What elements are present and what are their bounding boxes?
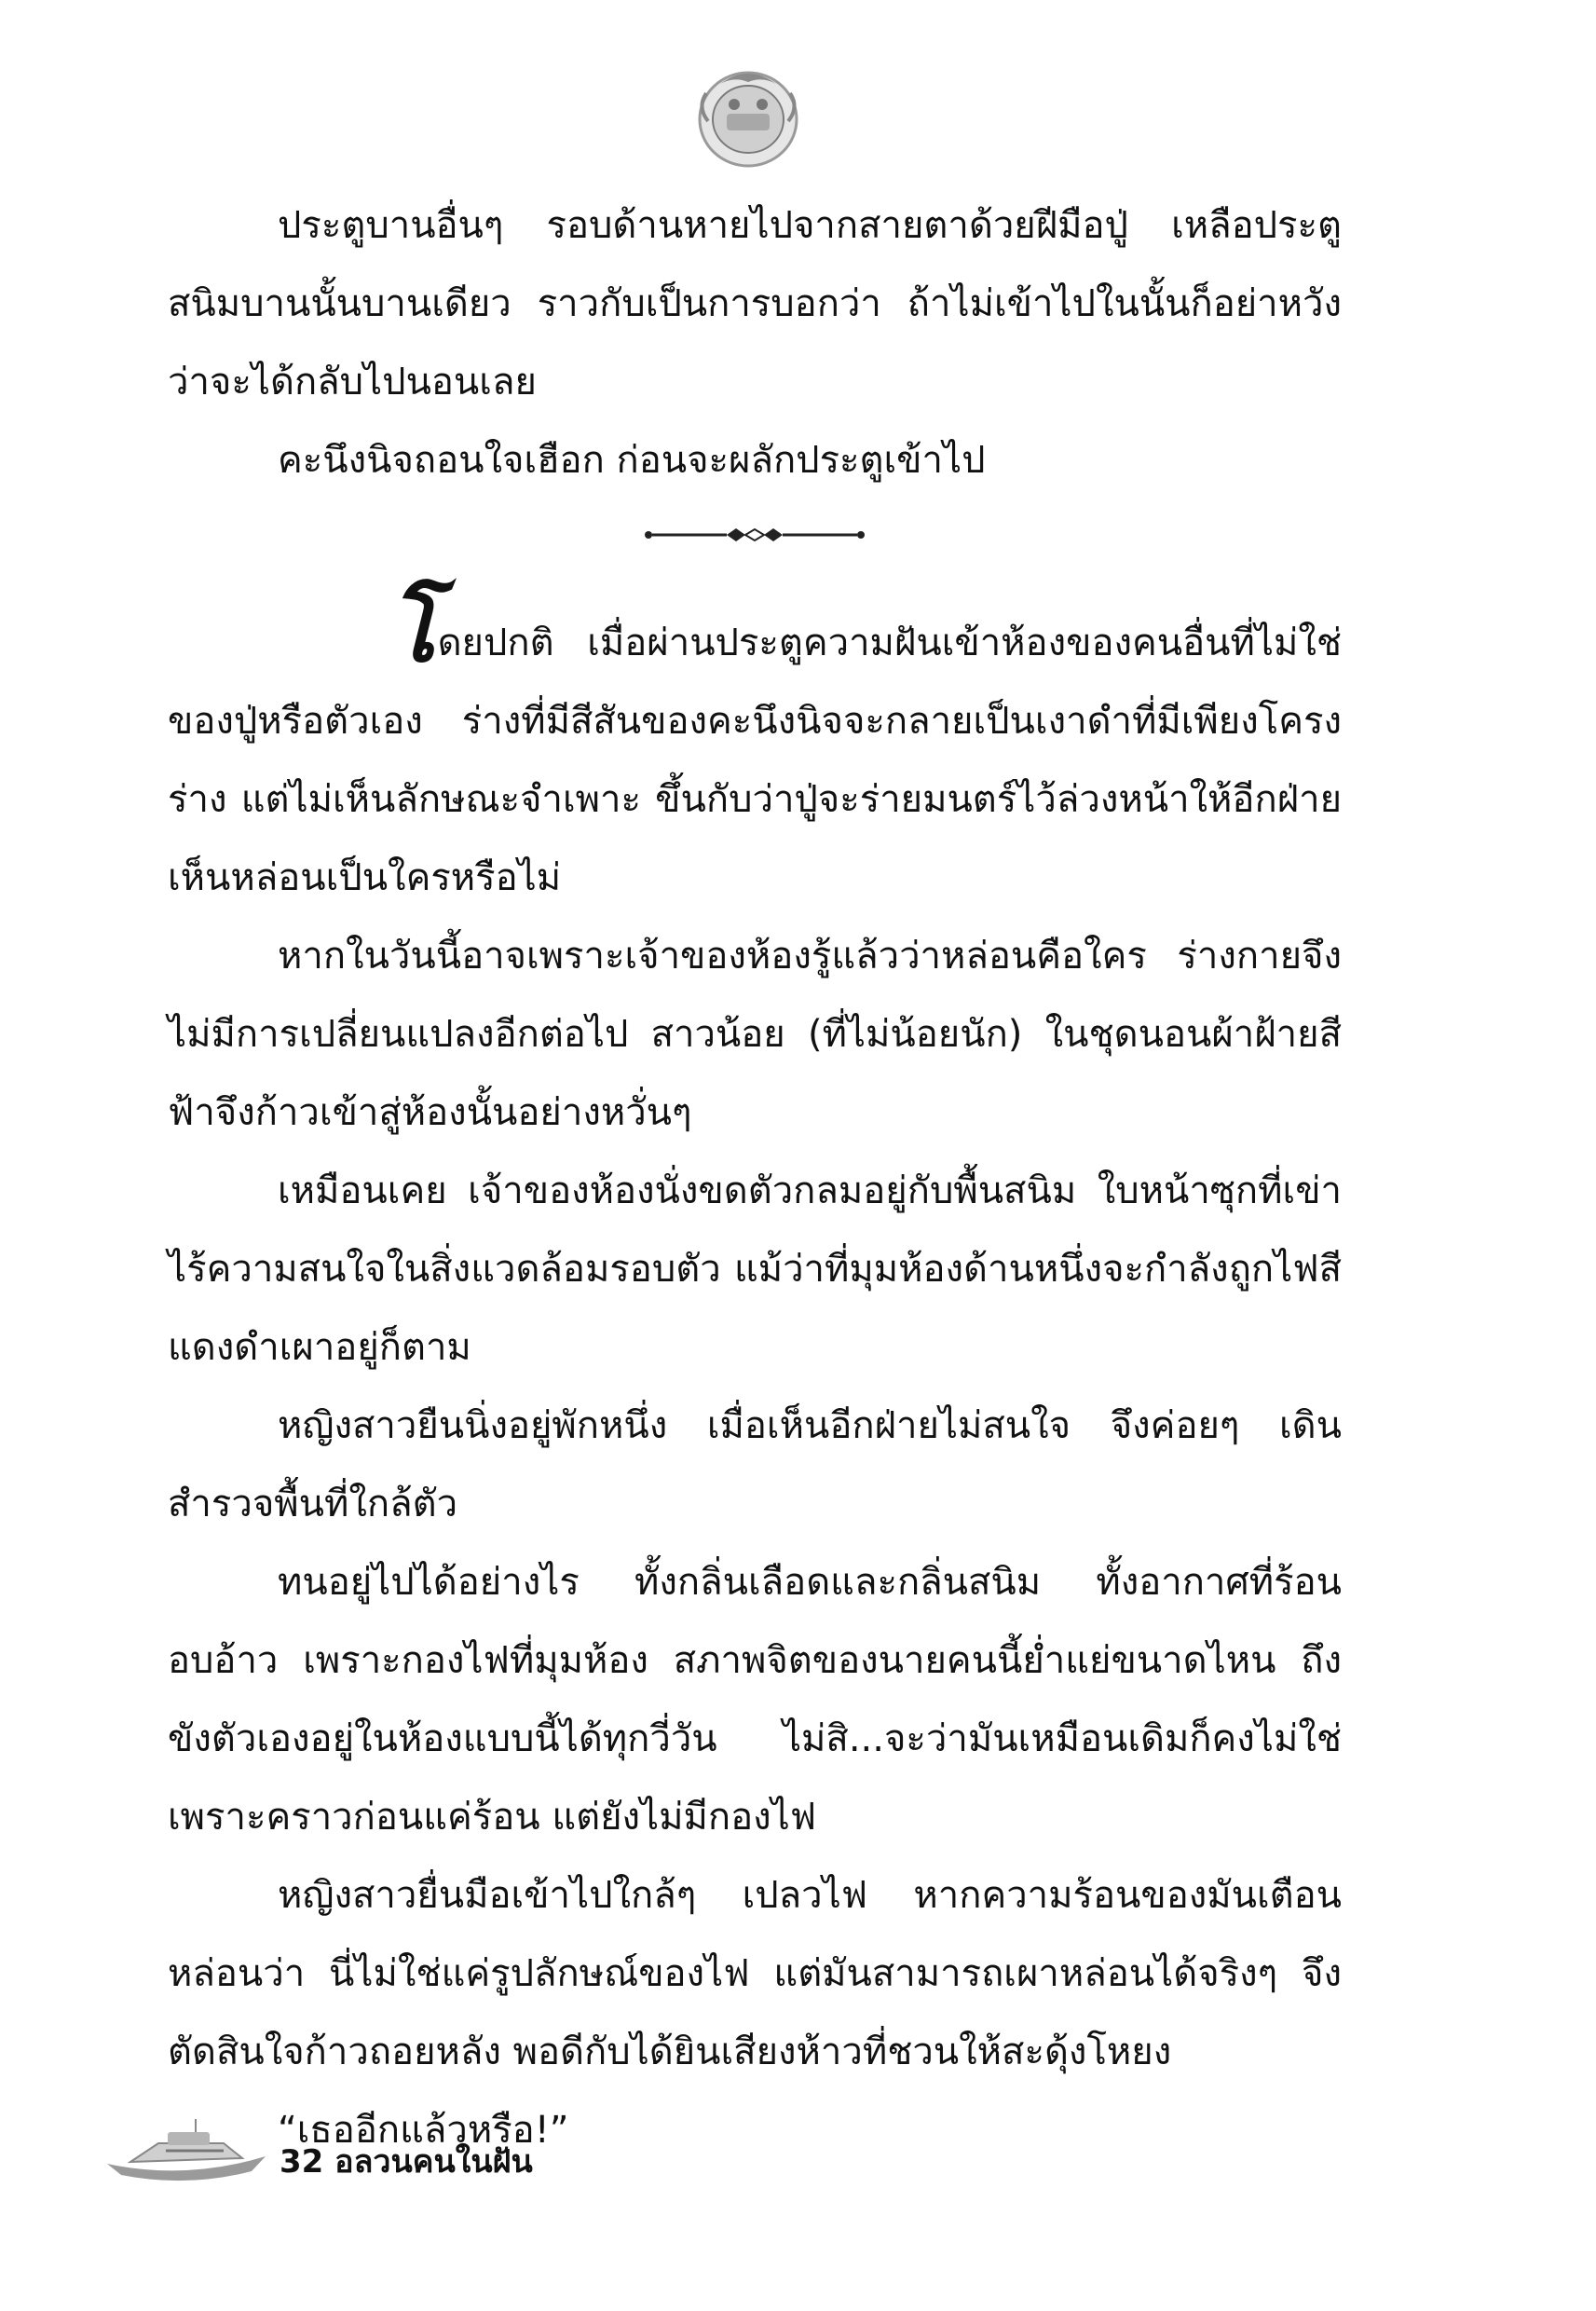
paragraph: คะนึงนิจถอนใจเฮือก ก่อนจะผลักประตูเข้าไป — [278, 439, 986, 482]
paragraph: หากในวันนี้อาจเพราะเจ้าของห้องรู้แล้วว่าหล่อนคือใคร ร่างกายจึงไม่มีการเปลี่ยนแปลงอีกต่อไป สาวน้อย (ที่ไม่น้อยนัก) ในชุดนอนผ้าฝ้ายสีฟ้าจึงก้าวเข้าสู่ห้องนั้นอย่างหวั่นๆ — [168, 935, 1342, 1134]
dropcap-paragraph-text: ดยปกติ เมื่อผ่านประตูความฝันเข้าห้องของคนอื่นที่ไม่ใช่ของปู่หรือตัวเอง ร่างที่มีสีสันของคะนึงนิจจะกลายเป็นเงาดำที่มีเพียงโครงร่าง แต่ไม่เห็นลักษณะจำเพาะ ขึ้นกับว่าปู่จะร่ายมนตร์ไว้ล่วงหน้าให้อีกฝ่ายเห็นหล่อนเป็นใครหรือไม่ — [168, 622, 1342, 899]
page-footer — [102, 2115, 662, 2199]
page-folio — [280, 2136, 533, 2186]
page-number: 32 — [280, 2143, 324, 2181]
floral-crest-emblem-icon — [688, 56, 809, 177]
paragraph: ประตูบานอื่นๆ รอบด้านหายไปจากสายตาด้วยฝีมือปู่ เหลือประตูสนิมบานนั้นบานเดียว ราวกับเป็นการบอกว่า ถ้าไม่เข้าไปในนั้นก็อย่าหวังว่าจะได้กลับไปนอนเลย — [168, 204, 1342, 403]
paragraph: ทนอยู่ไปได้อย่างไร ทั้งกลิ่นเลือดและกลิ่นสนิม ทั้งอากาศที่ร้อนอบอ้าว เพราะกองไฟที่มุมห้อง สภาพจิตของนายคนนี้ย่ำแย่ขนาดไหน ถึงขังตัวเองอยู่ในห้องแบบนี้ได้ทุกวี่วัน ไม่สิ...จะว่ามันเหมือนเดิมก็คงไม่ใช่ เพราะคราวก่อนแค่ร้อน แต่ยังไม่มีกองไฟ — [168, 1561, 1342, 1839]
dropcap-paragraph — [168, 577, 1342, 917]
paragraph: หญิงสาวยืนนิ่งอยู่พักหนึ่ง เมื่อเห็นอีกฝ่ายไม่สนใจ จึงค่อยๆ เดินสำรวจพื้นที่ใกล้ตัว — [168, 1404, 1342, 1525]
paragraph: หญิงสาวยื่นมือเข้าไปใกล้ๆ เปลวไฟ หากความร้อนของมันเตือนหล่อนว่า นี่ไม่ใช่แค่รูปลักษณ์ของไฟ แต่มันสามารถเผาหล่อนได้จริงๆ จึงตัดสินใจก้าวถอยหลัง พอดีกับได้ยินเสียงห้าวที่ชวนให้สะดุ้งโหยง — [168, 1874, 1342, 2073]
yacht-icon — [102, 2115, 270, 2194]
paragraph: เหมือนเคย เจ้าของห้องนั่งขดตัวกลมอยู่กับพื้นสนิม ใบหน้าซุกที่เข่า ไร้ความสนใจในสิ่งแวดล้อมรอบตัว แม้ว่าที่มุมห้องด้านหนึ่งจะกำลังถูกไฟสีแดงดำเผาอยู่ก็ตาม — [168, 1169, 1342, 1369]
ornamental-divider-icon — [168, 499, 1342, 602]
dropcap-letter: โ — [388, 577, 436, 682]
body-text — [168, 186, 1342, 2169]
dialogue-line: “เธออีกแล้วหรือ!” — [278, 2109, 569, 2152]
book-title: อลวนคนในฝัน — [334, 2143, 533, 2181]
